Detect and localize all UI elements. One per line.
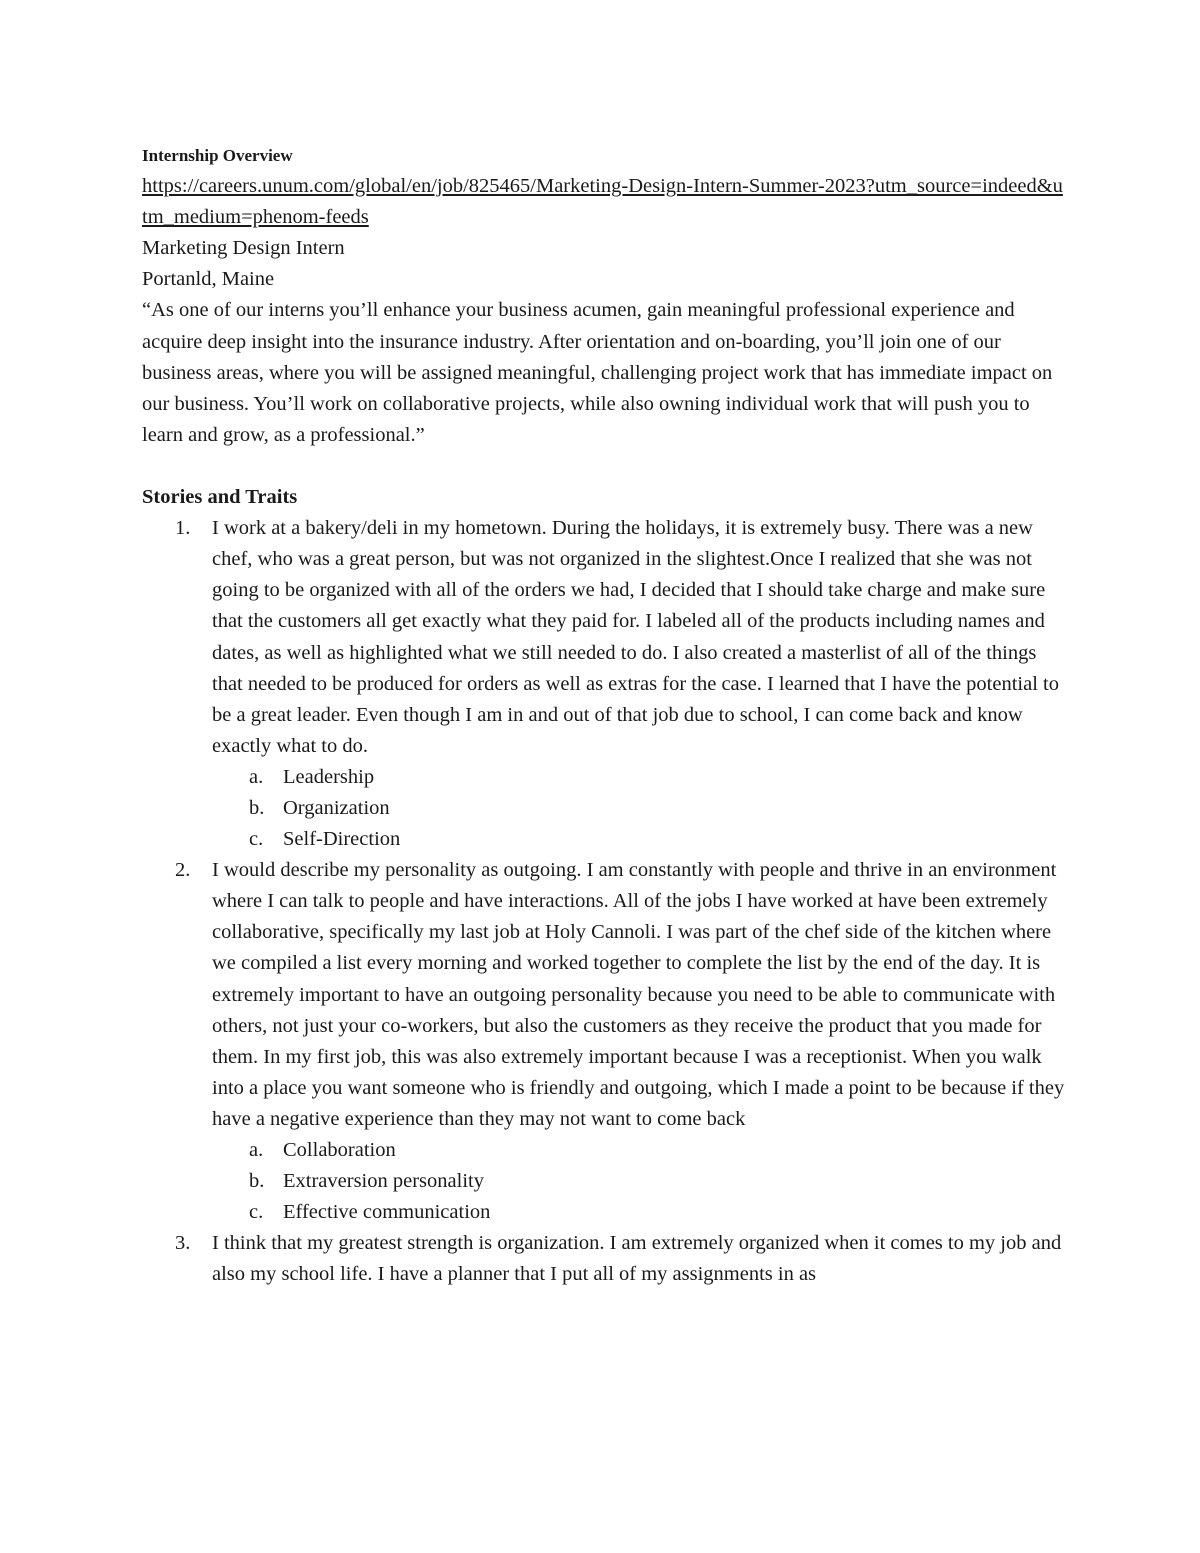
trait-item <box>212 762 1067 793</box>
story-number: 2. <box>175 859 191 882</box>
trait-label: Organization <box>283 796 390 819</box>
trait-letter: a. <box>249 765 264 788</box>
story-text: I would describe my personality as outgoing. I am constantly with people and thrive in an environment where I can talk to people and have interactions. All of the jobs I have worked at have been extremely collaborative, specifically my last job at Holy Cannoli. I was part of the chef side of the kitchen where we compiled a list every morning and worked together to complete the list by the end of the day. It is extremely important to have an outgoing personality because you need to be able to communicate with others, not just your co-workers, but also the customers as they receive the product that you made for them. In my first job, this was also extremely important because I was a receptionist. When you walk into a place you want someone who is friendly and outgoing, which I made a point to be because if they have a negative experience than they may not want to come back <box>212 859 1065 1130</box>
trait-letter: b. <box>249 1170 265 1193</box>
overview-heading: Internship Overview <box>142 146 293 165</box>
trait-letter: a. <box>249 1139 264 1161</box>
trait-label: Collaboration <box>283 1139 396 1161</box>
traits-list <box>212 1135 1067 1228</box>
traits-list <box>212 762 1067 855</box>
trait-item <box>212 793 1067 824</box>
stories-list <box>142 513 1067 1290</box>
trait-item <box>212 1135 1067 1166</box>
trait-label: Leadership <box>283 765 375 788</box>
document-page <box>142 140 1067 1290</box>
trait-item <box>212 1197 1067 1228</box>
trait-letter: c. <box>249 828 264 851</box>
story-item <box>142 513 1067 855</box>
job-posting-link[interactable]: https://careers.unum.com/global/en/job/825465/Marketing-Design-Intern-Summer-2023?utm_source=indeed&utm_medium=phenom-feeds <box>142 175 1063 229</box>
blank-line <box>142 451 1067 482</box>
location-text: Portanld, Maine <box>142 268 275 291</box>
story-text: I work at a bakery/deli in my hometown. During the holidays, it is extremely busy. There was a new chef, who was a great person, but was not organized in the slightest.Once I realized that she was not going to be organized with all of the orders we had, I decided that I should take charge and make sure that the customers all get exactly what they paid for. I labeled all of the products including names and dates, as well as highlighted what we still needed to do. I also created a masterlist of all of the things that needed to be produced for orders as well as extras for the case. I learned that I have the potential to be a great leader. Even though I am in and out of that job due to school, I can come back and know exactly what to do. <box>212 517 1059 757</box>
story-number: 3. <box>175 1232 191 1255</box>
trait-label: Effective communication <box>283 1201 491 1224</box>
story-text: I think that my greatest strength is organization. I am extremely organized when it comes to my job and also my school life. I have a planner that I put all of my assignments in as <box>212 1232 1062 1286</box>
overview-quote: “As one of our interns you’ll enhance your business acumen, gain meaningful professional experience and acquire deep insight into the insurance industry. After orientation and on-boarding, you’ll join one of our business areas, where you will be assigned meaningful, challenging project work that has immediate impact on our business. You’ll work on collaborative projects, while also owning individual work that will push you to learn and grow, as a professional.” <box>142 299 1053 446</box>
trait-letter: c. <box>249 1201 264 1224</box>
stories-heading: Stories and Traits <box>142 486 298 509</box>
trait-item <box>212 1166 1067 1197</box>
story-item <box>142 855 1067 1228</box>
trait-item <box>212 824 1067 855</box>
trait-label: Self-Direction <box>283 828 401 851</box>
position-title: Marketing Design Intern <box>142 237 345 260</box>
story-item <box>142 1228 1067 1290</box>
trait-label: Extraversion personality <box>283 1170 484 1193</box>
story-number: 1. <box>175 517 191 540</box>
trait-letter: b. <box>249 796 265 819</box>
